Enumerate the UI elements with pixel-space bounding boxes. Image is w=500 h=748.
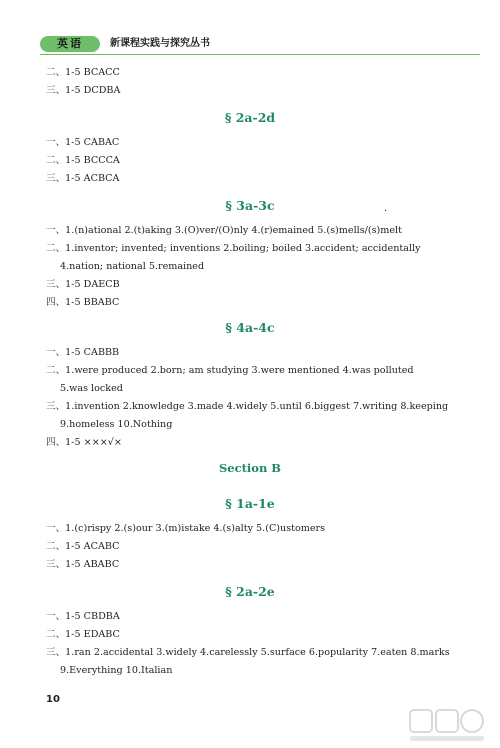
answer-line: 四、1-5 BBABC [46,297,120,308]
answer-line: 5.was locked [60,383,123,394]
answer-line: 三、1-5 DAECB [46,279,120,290]
answer-line: 三、1-5 ABABC [46,559,120,570]
header-rule [40,54,480,55]
answer-line: 二、1-5 ACABC [46,541,120,552]
answer-line: 一、1-5 CABBB [46,347,120,358]
answer-line: 三、1-5 DCDBA [46,85,121,96]
answer-line: 9.homeless 10.Nothing [60,419,173,430]
answer-line: 二、1-5 BCCCA [46,155,120,166]
answer-line: 二、1-5 EDABC [46,629,120,640]
answer-line: 二、1.inventor; invented; inventions 2.boiling; boiled 3.accident; accidentally [46,243,421,254]
section-heading-1a-1e: § 1a-1e [225,496,275,511]
series-title: 新课程实践与探究丛书 [110,38,210,49]
page-number: 10 [46,694,60,705]
answer-line: 一、1.(c)rispy 2.(s)our 3.(m)istake 4.(s)alty 5.(C)ustomers [46,523,326,534]
answer-line: 9.Everything 10.Italian [60,665,173,676]
answer-line: 一、1-5 CABAC [46,137,120,148]
answer-line: 三、1.ran 2.accidental 3.widely 4.carelessly 5.surface 6.popularity 7.eaten 8.marks [46,647,450,658]
watermark-logo-icon [408,706,486,744]
answer-line: 三、1.invention 2.knowledge 3.made 4.widely 5.until 6.biggest 7.writing 8.keeping [46,401,449,412]
page-header [40,36,480,52]
answer-line: 一、1-5 CBDBA [46,611,120,622]
answer-line: 一、1.(n)ational 2.(t)aking 3.(O)ver/(O)nly 4.(r)emained 5.(s)mells/(s)melt [46,225,402,236]
answer-line: 二、1.were produced 2.born; am studying 3.were mentioned 4.was polluted [46,365,414,376]
section-b-title: Section B [218,461,282,475]
section-heading-3a-3c: § 3a-3c [225,198,275,213]
subject-badge: 英语 [40,36,100,52]
answer-line: 4.nation; national 5.remained [60,261,205,272]
answer-line: 二、1-5 BCACC [46,67,120,78]
section-heading-2a-2e: § 2a-2e [225,584,275,599]
section-heading-4a-4c: § 4a-4c [225,320,275,335]
answer-line: 三、1-5 ACBCA [46,173,120,184]
answer-line: 四、1-5 ×××√× [46,437,122,448]
section-heading-2a-2d: § 2a-2d [224,110,276,125]
stray-dot: . [384,203,388,214]
